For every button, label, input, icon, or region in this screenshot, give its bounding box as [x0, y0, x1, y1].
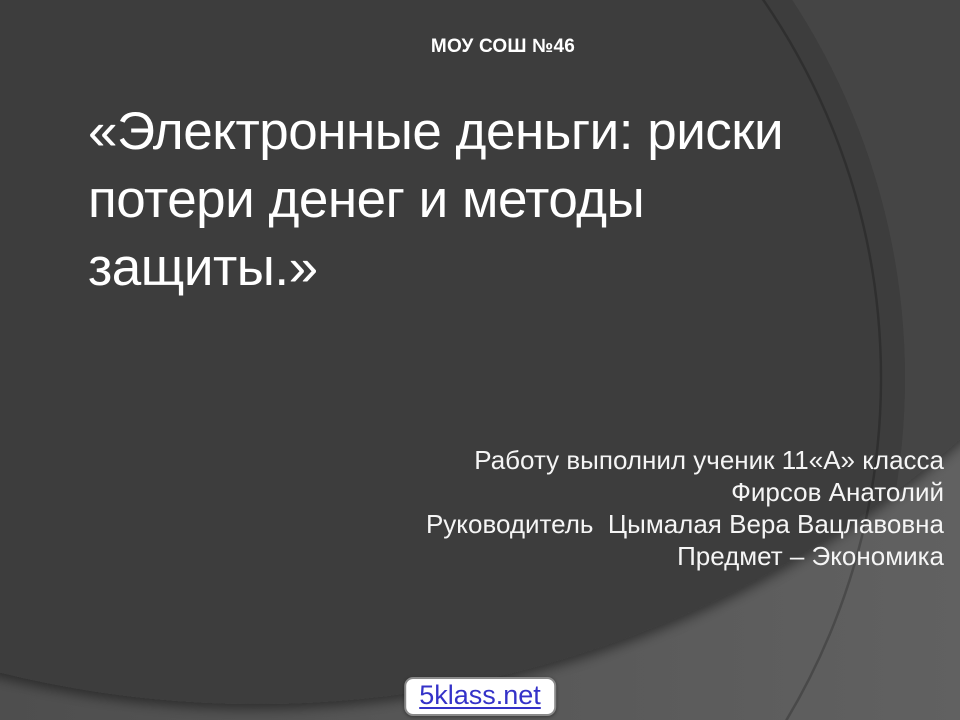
footer-link[interactable]: 5klass.net — [419, 680, 541, 710]
footer-link-box[interactable] — [404, 677, 556, 716]
school-header: МОУ СОШ №46 — [430, 36, 576, 57]
presentation-title — [88, 98, 878, 302]
title-line-2: потери денег и методы — [88, 170, 645, 229]
credits-author-name: Фирсов Анатолий — [731, 477, 944, 507]
credits-subject: Предмет – Экономика — [677, 541, 944, 571]
credits-supervisor: Руководитель Цымалая Вера Вацлавовна — [425, 509, 944, 539]
credits-author-class: Работу выполнил ученик 11«А» класса — [474, 445, 944, 475]
credits-block — [426, 444, 944, 572]
title-line-3: защиты.» — [88, 238, 318, 297]
title-line-1: «Электронные деньги: риски — [88, 102, 784, 161]
